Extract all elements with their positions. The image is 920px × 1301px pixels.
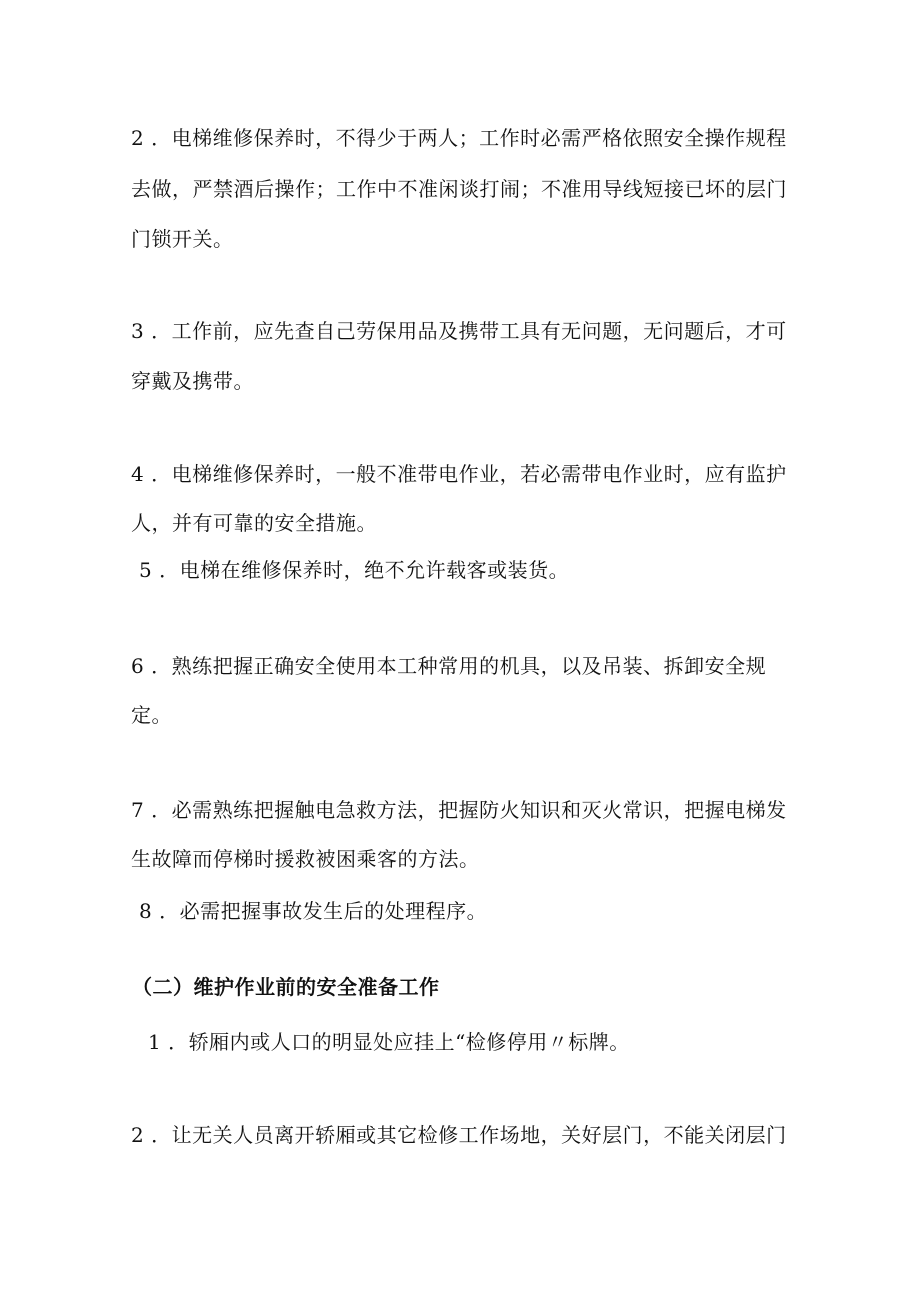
section-item-2-line-1: 2 ．让无关人员离开轿厢或其它检修工作场地，关好层门，不能关闭层门 (131, 1123, 787, 1147)
item-7-line-1: 7 ．必需熟练把握触电急救方法，把握防火知识和灭火常识，把握电梯发 (131, 798, 787, 822)
item-3-line-1: 3 ．工作前，应先查自己劳保用品及携带工具有无问题，无问题后，才可 (131, 319, 787, 343)
section-item-1-line-1: 1 ．轿厢内或人口的明显处应挂上“检修停用〃标牌。 (148, 1030, 630, 1054)
item-6-line-2: 定。 (131, 703, 172, 727)
item-4-line-1: 4 ．电梯维修保养时，一般不准带电作业，若必需带电作业时，应有监护 (131, 462, 787, 486)
item-2-line-3: 门锁开关。 (131, 227, 234, 251)
item-6-line-1: 6 ．熟练把握正确安全使用本工种常用的机具，以及吊装、拆卸安全规 (131, 654, 767, 678)
section-heading: （二）维护作业前的安全准备工作 (132, 975, 440, 999)
item-5-line-1: 5 ．电梯在维修保养时，绝不允许载客或装货。 (139, 558, 570, 582)
item-7-line-2: 生故障而停梯时援救被困乘客的方法。 (131, 847, 480, 871)
item-2-line-1: 2 ．电梯维修保养时，不得少于两人；工作时必需严格依照安全操作规程 (131, 126, 787, 150)
item-8-line-1: 8 ．必需把握事故发生后的处理程序。 (139, 899, 488, 923)
item-4-line-2: 人，并有可靠的安全措施。 (131, 511, 377, 535)
item-3-line-2: 穿戴及携带。 (131, 369, 254, 393)
item-2-line-2: 去做，严禁酒后操作；工作中不准闲谈打闹；不准用导线短接已坏的层门 (131, 177, 787, 201)
